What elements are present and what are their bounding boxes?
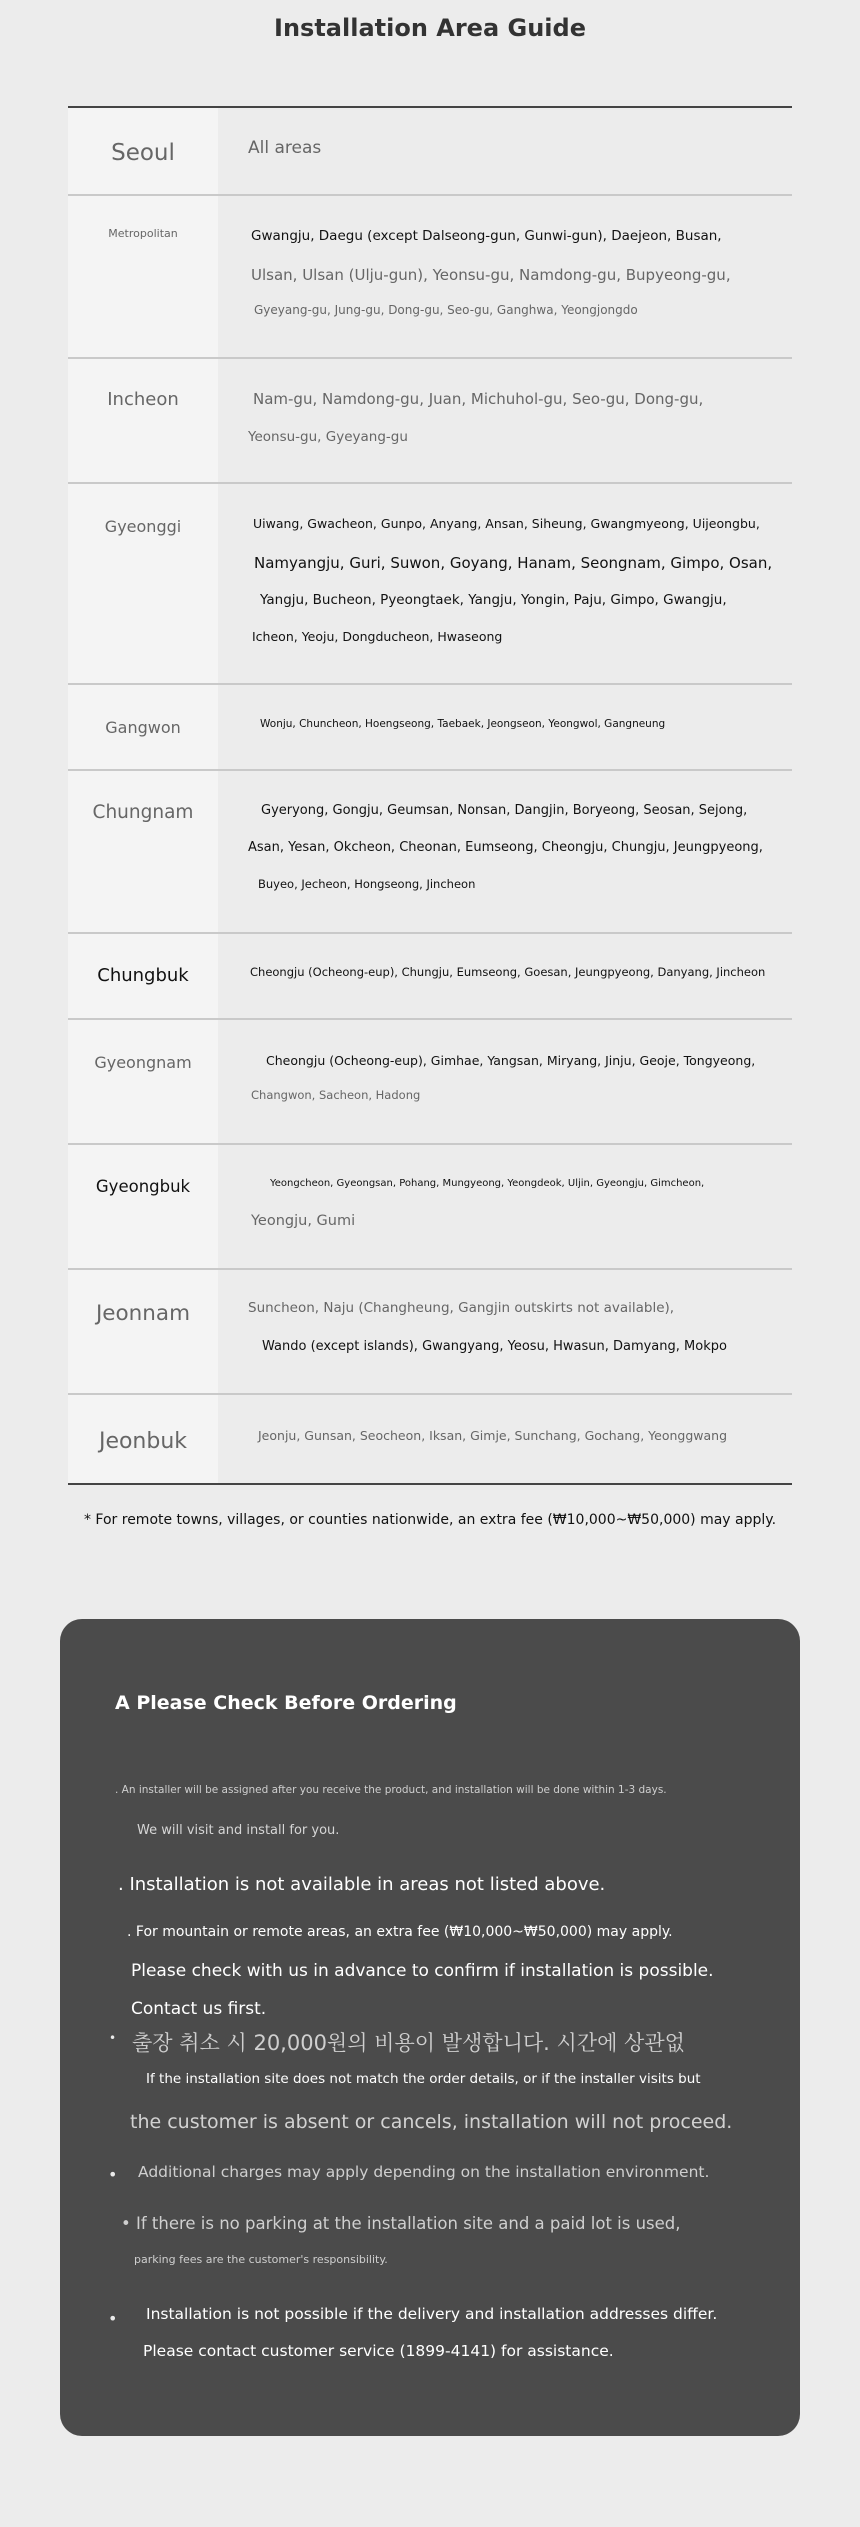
area-list bbox=[218, 685, 792, 769]
notice-line: If the installation site does not match the order details, or if the installer visits but bbox=[146, 2071, 701, 2087]
area-list bbox=[218, 196, 792, 357]
area-line: Gwangju, Daegu (except Dalseong-gun, Gunwi-gun), Daejeon, Busan, bbox=[251, 228, 722, 244]
area-line: Yeonsu-gu, Gyeyang-gu bbox=[248, 429, 408, 445]
remote-fee-note: * For remote towns, villages, or counties nationwide, an extra fee (₩10,000~₩50,000) may apply. bbox=[83, 1512, 777, 1528]
region-name: Seoul bbox=[68, 108, 218, 194]
panel-heading: A Please Check Before Ordering bbox=[115, 1692, 457, 1714]
region-name: Gyeongnam bbox=[68, 1020, 218, 1143]
area-list bbox=[218, 934, 792, 1018]
notice-line: . For mountain or remote areas, an extra fee (₩10,000~₩50,000) may apply. bbox=[127, 1924, 673, 1940]
installation-area-table bbox=[68, 106, 792, 1485]
area-line: Yeongju, Gumi bbox=[251, 1213, 356, 1229]
cancellation-fee-line: 출장 취소 시 20,000원의 비용이 발생합니다. 시간에 상관없 bbox=[132, 2031, 685, 2055]
check-before-ordering-panel bbox=[60, 1619, 800, 2436]
region-name: Metropolitan bbox=[68, 196, 218, 357]
bullet-icon: • bbox=[108, 2165, 118, 2184]
area-line: Cheongju (Ocheong-eup), Gimhae, Yangsan, Miryang, Jinju, Geoje, Tongyeong, bbox=[266, 1053, 756, 1068]
area-line: Asan, Yesan, Okcheon, Cheonan, Eumseong, Cheongju, Chungju, Jeungpyeong, bbox=[248, 840, 763, 855]
area-list bbox=[218, 1020, 792, 1143]
area-line: Gyeryong, Gongju, Geumsan, Nonsan, Dangjin, Boryeong, Seosan, Sejong, bbox=[261, 803, 748, 818]
region-name: Gyeonggi bbox=[68, 484, 218, 683]
notice-line: . An installer will be assigned after you receive the product, and installation will be done within 1-3 days. bbox=[115, 1784, 667, 1796]
area-line: Changwon, Sacheon, Hadong bbox=[251, 1088, 421, 1102]
area-line: Jeonju, Gunsan, Seocheon, Iksan, Gimje, Sunchang, Gochang, Yeonggwang bbox=[258, 1428, 728, 1443]
region-name: Gangwon bbox=[68, 685, 218, 769]
notice-line: We will visit and install for you. bbox=[137, 1823, 340, 1838]
area-row-metropolitan bbox=[68, 196, 792, 359]
area-line: Yangju, Bucheon, Pyeongtaek, Yangju, Yongin, Paju, Gimpo, Gwangju, bbox=[260, 592, 727, 608]
bullet-icon: • bbox=[108, 2309, 118, 2328]
area-list bbox=[218, 771, 792, 932]
area-list bbox=[218, 108, 792, 194]
area-list bbox=[218, 484, 792, 683]
area-line: Yeongcheon, Gyeongsan, Pohang, Mungyeong, Yeongdeok, Uljin, Gyeongju, Gimcheon, bbox=[270, 1178, 705, 1189]
area-line: Icheon, Yeoju, Dongducheon, Hwaseong bbox=[252, 629, 503, 644]
area-list bbox=[218, 359, 792, 482]
area-row-gyeongbuk bbox=[68, 1145, 792, 1270]
bullet-icon: • bbox=[109, 2031, 117, 2045]
region-name: Gyeongbuk bbox=[68, 1145, 218, 1268]
area-line: Ulsan, Ulsan (Ulju-gun), Yeonsu-gu, Namdong-gu, Bupyeong-gu, bbox=[251, 266, 731, 284]
notice-line: Additional charges may apply depending on the installation environment. bbox=[138, 2163, 710, 2181]
area-line: Wonju, Chuncheon, Hoengseong, Taebaek, Jeongseon, Yeongwol, Gangneung bbox=[260, 718, 666, 730]
area-row-seoul bbox=[68, 108, 792, 196]
area-row-jeonbuk bbox=[68, 1395, 792, 1483]
customer-service-line: Please contact customer service (1899-4141) for assistance. bbox=[143, 2342, 614, 2360]
notice-line: parking fees are the customer's responsibility. bbox=[134, 2253, 388, 2266]
area-list bbox=[218, 1270, 792, 1393]
area-row-gangwon bbox=[68, 685, 792, 771]
area-list bbox=[218, 1145, 792, 1268]
area-line: Wando (except islands), Gwangyang, Yeosu, Hwasun, Damyang, Mokpo bbox=[262, 1339, 727, 1354]
region-name: Jeonbuk bbox=[68, 1395, 218, 1483]
notice-line: Contact us first. bbox=[131, 1999, 267, 2019]
area-line: Namyangju, Guri, Suwon, Goyang, Hanam, Seongnam, Gimpo, Osan, bbox=[254, 554, 773, 572]
region-name: Jeonnam bbox=[68, 1270, 218, 1393]
area-row-jeonnam bbox=[68, 1270, 792, 1395]
notice-line: the customer is absent or cancels, installation will not proceed. bbox=[130, 2111, 733, 2133]
notice-line: • If there is no parking at the installation site and a paid lot is used, bbox=[121, 2214, 681, 2233]
region-name: Chungnam bbox=[68, 771, 218, 932]
notice-line: Please check with us in advance to confirm if installation is possible. bbox=[131, 1961, 714, 1981]
area-row-chungnam bbox=[68, 771, 792, 934]
area-line: All areas bbox=[248, 138, 322, 158]
area-line: Gyeyang-gu, Jung-gu, Dong-gu, Seo-gu, Ganghwa, Yeongjongdo bbox=[254, 303, 638, 317]
area-line: Buyeo, Jecheon, Hongseong, Jincheon bbox=[258, 877, 476, 891]
area-line: Nam-gu, Namdong-gu, Juan, Michuhol-gu, Seo-gu, Dong-gu, bbox=[253, 390, 704, 408]
region-name: Incheon bbox=[68, 359, 218, 482]
notice-line: Installation is not possible if the delivery and installation addresses differ. bbox=[146, 2305, 718, 2323]
area-row-chungbuk bbox=[68, 934, 792, 1020]
area-row-incheon bbox=[68, 359, 792, 484]
area-list bbox=[218, 1395, 792, 1483]
area-line: Uiwang, Gwacheon, Gunpo, Anyang, Ansan, Siheung, Gwangmyeong, Uijeongbu, bbox=[253, 516, 760, 531]
area-line: Suncheon, Naju (Changheung, Gangjin outskirts not available), bbox=[248, 1300, 675, 1316]
notice-line: . Installation is not available in areas not listed above. bbox=[118, 1874, 606, 1895]
area-row-gyeongnam bbox=[68, 1020, 792, 1145]
area-line: Cheongju (Ocheong-eup), Chungju, Eumseong, Goesan, Jeungpyeong, Danyang, Jincheon bbox=[250, 965, 766, 979]
page-title: Installation Area Guide bbox=[274, 14, 586, 42]
area-row-gyeonggi bbox=[68, 484, 792, 685]
region-name: Chungbuk bbox=[68, 934, 218, 1018]
